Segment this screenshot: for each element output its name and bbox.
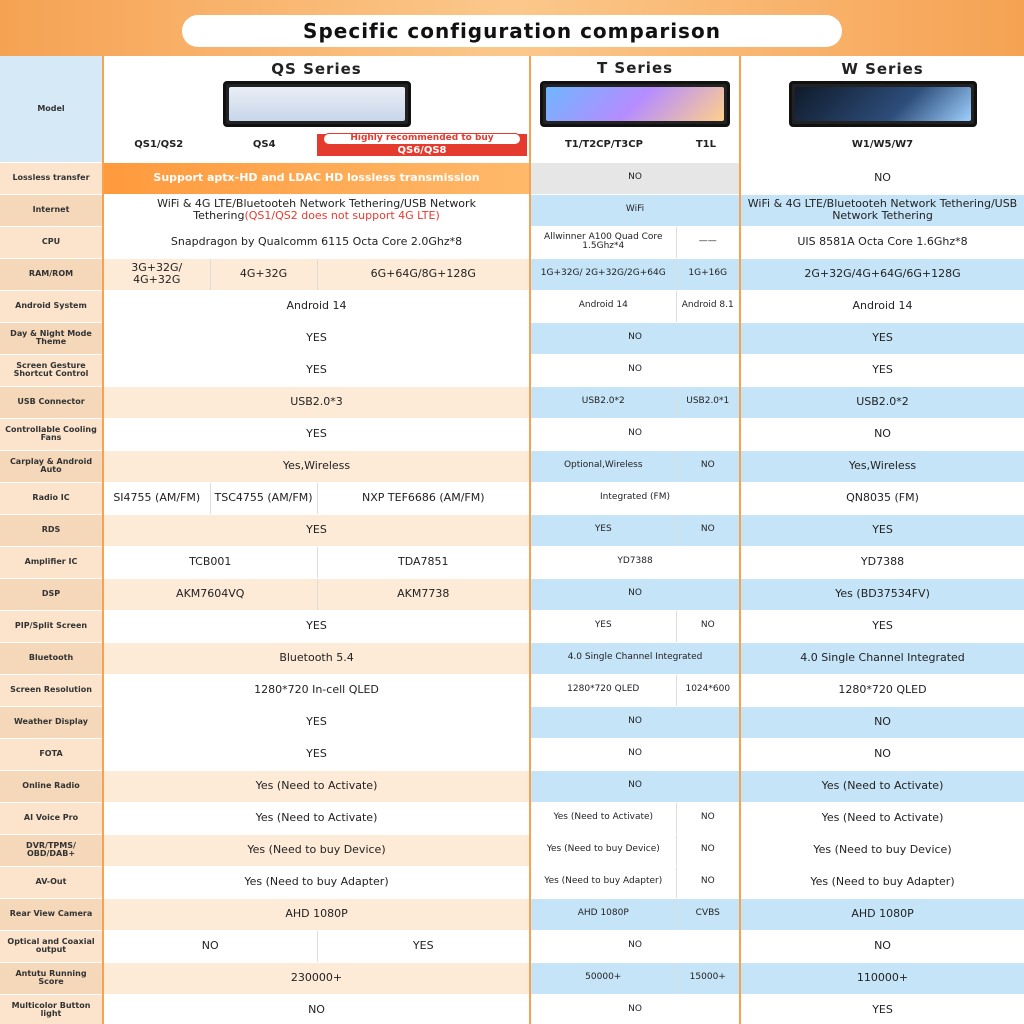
- online-qs: Yes (Need to Activate): [103, 770, 530, 802]
- rear-t: AHD 1080P: [530, 898, 676, 930]
- rear-qs: AHD 1080P: [103, 898, 530, 930]
- row-label-usb: USB Connector: [0, 386, 103, 418]
- antutu-w: 110000+: [740, 962, 1024, 994]
- radio-qs4: TSC4755 (AM/FM): [210, 482, 317, 514]
- row-label-carplay: Carplay & Android Auto: [0, 450, 103, 482]
- ram-qs6: 6G+64G/8G+128G: [317, 258, 530, 290]
- row-label-weather: Weather Display: [0, 706, 103, 738]
- row-label-internet: Internet: [0, 194, 103, 226]
- ram-tl: 1G+16G: [676, 258, 740, 290]
- page-title: Specific configuration comparison: [182, 15, 842, 47]
- radio-w: QN8035 (FM): [740, 482, 1024, 514]
- daynight-t: NO: [530, 322, 740, 354]
- row-label-gesture: Screen Gesture Shortcut Control: [0, 354, 103, 386]
- row-label-online: Online Radio: [0, 770, 103, 802]
- avout-w: Yes (Need to buy Adapter): [740, 866, 1024, 898]
- gesture-qs: YES: [103, 354, 530, 386]
- cpu-w: UIS 8581A Octa Core 1.6Ghz*8: [740, 226, 1024, 258]
- row-label-cpu: CPU: [0, 226, 103, 258]
- row-label-voice: AI Voice Pro: [0, 802, 103, 834]
- row-label-optical: Optical and Coaxial output: [0, 930, 103, 962]
- weather-w: NO: [740, 706, 1024, 738]
- android-qs: Android 14: [103, 290, 530, 322]
- row-label-res: Screen Resolution: [0, 674, 103, 706]
- carplay-w: Yes,Wireless: [740, 450, 1024, 482]
- dvr-w: Yes (Need to buy Device): [740, 834, 1024, 866]
- qs-product-image: [106, 81, 527, 130]
- model-qs1: QS1/QS2: [134, 138, 184, 150]
- t-series-title: T Series: [596, 59, 674, 78]
- internet-qs: WiFi & 4G LTE/Bluetooteh Network Tethering/USB Network Tethering(QS1/QS2 does not support 4G LTE): [103, 194, 530, 226]
- model-t1: T1/T2CP/T3CP: [564, 139, 643, 151]
- pip-tl: NO: [676, 610, 740, 642]
- model-qs6: Highly recommended to buy QS6/QS8: [317, 134, 527, 156]
- model-qs4: QS4: [252, 138, 276, 150]
- fota-t: NO: [530, 738, 740, 770]
- antutu-qs: 230000+: [103, 962, 530, 994]
- carplay-tl: NO: [676, 450, 740, 482]
- usb-tl: USB2.0*1: [676, 386, 740, 418]
- row-label-rear: Rear View Camera: [0, 898, 103, 930]
- carplay-qs: Yes,Wireless: [103, 450, 530, 482]
- lossless-w: NO: [740, 162, 1024, 194]
- amp-w: YD7388: [740, 546, 1024, 578]
- amp-t: YD7388: [530, 546, 740, 578]
- res-t: 1280*720 QLED: [530, 674, 676, 706]
- cpu-t: Allwinner A100 Quad Core 1.5Ghz*4: [530, 226, 676, 258]
- online-t: NO: [530, 770, 740, 802]
- voice-t: Yes (Need to Activate): [530, 802, 676, 834]
- dsp-qs-b: AKM7738: [317, 578, 530, 610]
- rds-t: YES: [530, 514, 676, 546]
- internet-w: WiFi & 4G LTE/Bluetooteh Network Tethering/USB Network Tethering: [740, 194, 1024, 226]
- amp-qs-b: TDA7851: [317, 546, 530, 578]
- ram-t: 1G+32G/ 2G+32G/2G+64G: [530, 258, 676, 290]
- res-tl: 1024*600: [676, 674, 740, 706]
- rear-tl: CVBS: [676, 898, 740, 930]
- row-label-android: Android System: [0, 290, 103, 322]
- bt-w: 4.0 Single Channel Integrated: [740, 642, 1024, 674]
- res-w: 1280*720 QLED: [740, 674, 1024, 706]
- recommend-badge: Highly recommended to buy: [323, 133, 521, 144]
- optical-w: NO: [740, 930, 1024, 962]
- cpu-tl: ——: [676, 226, 740, 258]
- cpu-qs: Snapdragon by Qualcomm 6115 Octa Core 2.0Ghz*8: [103, 226, 530, 258]
- internet-t: WiFi: [530, 194, 740, 226]
- optical-qs-a: NO: [103, 930, 317, 962]
- dvr-tl: NO: [676, 834, 740, 866]
- dsp-w: Yes (BD37534FV): [740, 578, 1024, 610]
- usb-qs: USB2.0*3: [103, 386, 530, 418]
- pip-w: YES: [740, 610, 1024, 642]
- lossless-t: NO: [530, 162, 740, 194]
- row-label-daynight: Day & Night Mode Theme: [0, 322, 103, 354]
- weather-t: NO: [530, 706, 740, 738]
- row-label-dsp: DSP: [0, 578, 103, 610]
- android-w: Android 14: [740, 290, 1024, 322]
- android-tl: Android 8.1: [676, 290, 740, 322]
- weather-qs: YES: [103, 706, 530, 738]
- radio-qs6: NXP TEF6686 (AM/FM): [317, 482, 530, 514]
- voice-w: Yes (Need to Activate): [740, 802, 1024, 834]
- row-label-radio: Radio IC: [0, 482, 103, 514]
- avout-tl: NO: [676, 866, 740, 898]
- row-label-fans: Controllable Cooling Fans: [0, 418, 103, 450]
- dvr-qs: Yes (Need to buy Device): [103, 834, 530, 866]
- model-t1l: T1L: [695, 139, 716, 151]
- carplay-t: Optional,Wireless: [530, 450, 676, 482]
- optical-qs-b: YES: [317, 930, 530, 962]
- rds-w: YES: [740, 514, 1024, 546]
- res-qs: 1280*720 In-cell QLED: [103, 674, 530, 706]
- bt-t: 4.0 Single Channel Integrated: [530, 642, 740, 674]
- usb-t: USB2.0*2: [530, 386, 676, 418]
- fota-w: NO: [740, 738, 1024, 770]
- comparison-table: [0, 56, 1024, 1024]
- ram-qs1: 3G+32G/ 4G+32G: [103, 258, 210, 290]
- antutu-t: 50000+: [530, 962, 676, 994]
- pip-qs: YES: [103, 610, 530, 642]
- row-label-amp: Amplifier IC: [0, 546, 103, 578]
- pip-t: YES: [530, 610, 676, 642]
- w-series-title: W Series: [841, 59, 924, 78]
- optical-t: NO: [530, 930, 740, 962]
- t-product-image: [533, 81, 737, 130]
- button-t: NO: [530, 994, 740, 1024]
- w-product-image: [743, 81, 1022, 130]
- antutu-tl: 15000+: [676, 962, 740, 994]
- qs-series-header: [103, 56, 530, 162]
- dsp-t: NO: [530, 578, 740, 610]
- rear-w: AHD 1080P: [740, 898, 1024, 930]
- model-w: W1/W5/W7: [851, 138, 914, 150]
- w-series-header: [740, 56, 1024, 162]
- row-label-pip: PIP/Split Screen: [0, 610, 103, 642]
- avout-t: Yes (Need to buy Adapter): [530, 866, 676, 898]
- button-w: YES: [740, 994, 1024, 1024]
- usb-w: USB2.0*2: [740, 386, 1024, 418]
- gesture-w: YES: [740, 354, 1024, 386]
- row-label-rds: RDS: [0, 514, 103, 546]
- row-label-ram: RAM/ROM: [0, 258, 103, 290]
- voice-qs: Yes (Need to Activate): [103, 802, 530, 834]
- amp-qs-a: TCB001: [103, 546, 317, 578]
- title-bar: [0, 0, 1024, 56]
- daynight-qs: YES: [103, 322, 530, 354]
- bt-qs: Bluetooth 5.4: [103, 642, 530, 674]
- voice-tl: NO: [676, 802, 740, 834]
- online-w: Yes (Need to Activate): [740, 770, 1024, 802]
- row-label-dvr: DVR/TPMS/ OBD/DAB+: [0, 834, 103, 866]
- row-label-button: Multicolor Button light: [0, 994, 103, 1024]
- row-label-model: Model: [0, 56, 103, 162]
- fans-qs: YES: [103, 418, 530, 450]
- dsp-qs-a: AKM7604VQ: [103, 578, 317, 610]
- fans-t: NO: [530, 418, 740, 450]
- t-series-header: [530, 56, 740, 162]
- radio-t: Integrated (FM): [530, 482, 740, 514]
- row-label-avout: AV-Out: [0, 866, 103, 898]
- qs-series-title: QS Series: [271, 59, 362, 78]
- lossless-qs: Support aptx-HD and LDAC HD lossless transmission: [103, 162, 530, 194]
- row-label-fota: FOTA: [0, 738, 103, 770]
- rds-tl: NO: [676, 514, 740, 546]
- dvr-t: Yes (Need to buy Device): [530, 834, 676, 866]
- row-label-antutu: Antutu Running Score: [0, 962, 103, 994]
- rds-qs: YES: [103, 514, 530, 546]
- daynight-w: YES: [740, 322, 1024, 354]
- button-qs: NO: [103, 994, 530, 1024]
- radio-qs1: SI4755 (AM/FM): [103, 482, 210, 514]
- ram-qs4: 4G+32G: [210, 258, 317, 290]
- avout-qs: Yes (Need to buy Adapter): [103, 866, 530, 898]
- row-label-bt: Bluetooth: [0, 642, 103, 674]
- row-label-lossless: Lossless transfer: [0, 162, 103, 194]
- android-t: Android 14: [530, 290, 676, 322]
- gesture-t: NO: [530, 354, 740, 386]
- fans-w: NO: [740, 418, 1024, 450]
- fota-qs: YES: [103, 738, 530, 770]
- ram-w: 2G+32G/4G+64G/6G+128G: [740, 258, 1024, 290]
